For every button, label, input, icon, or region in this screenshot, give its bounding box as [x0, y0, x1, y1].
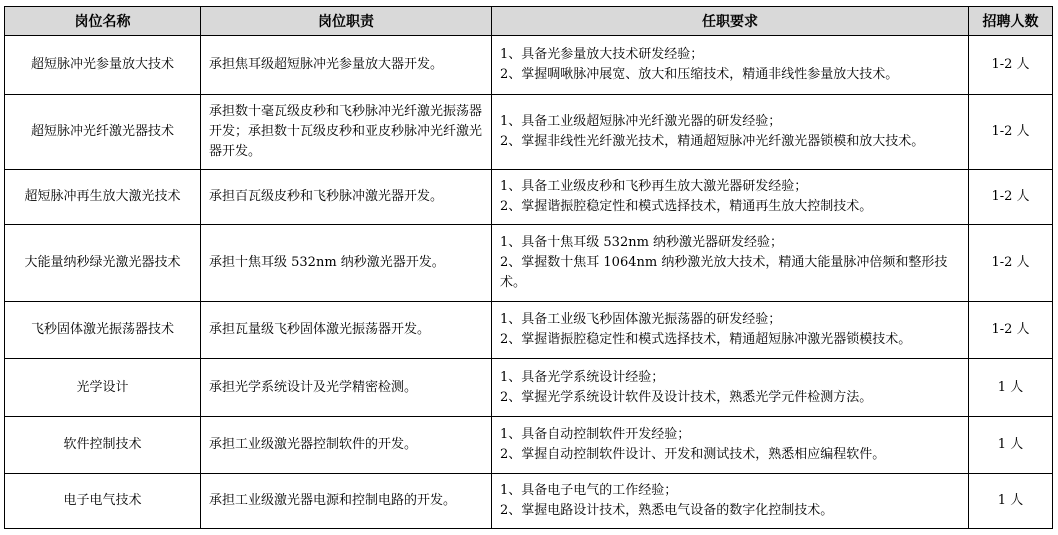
table-row — [5, 302, 1053, 359]
headcount: 1-2 人 — [969, 170, 1053, 225]
position-requirements — [492, 36, 969, 95]
position-requirements — [492, 302, 969, 359]
position-requirements — [492, 95, 969, 170]
position-duty: 承担数十毫瓦级皮秒和飞秒脉冲光纤激光振荡器开发；承担数十瓦级皮秒和亚皮秒脉冲光纤激光器开发。 — [201, 95, 492, 170]
headcount: 1-2 人 — [969, 225, 1053, 302]
requirement-line: 1、具备自动控制软件开发经验； — [500, 427, 691, 442]
table-row — [5, 95, 1053, 170]
requirement-line: 1、具备工业级皮秒和飞秒再生放大激光器研发经验； — [500, 179, 808, 194]
requirement-line: 2、掌握光学系统设计软件及设计技术，熟悉光学元件检测方法。 — [500, 389, 873, 405]
position-requirements — [492, 225, 969, 302]
position-name: 飞秒固体激光振荡器技术 — [5, 302, 201, 359]
position-duty: 承担十焦耳级 532nm 纳秒激光器开发。 — [201, 225, 492, 302]
position-duty: 承担焦耳级超短脉冲光参量放大器开发。 — [201, 36, 492, 95]
position-duty: 承担瓦量级飞秒固体激光振荡器开发。 — [201, 302, 492, 359]
requirement-line: 1、具备光学系统设计经验； — [500, 369, 665, 385]
position-name: 大能量纳秒绿光激光器技术 — [5, 225, 201, 302]
headcount: 1 人 — [969, 359, 1053, 417]
position-name: 超短脉冲光参量放大技术 — [5, 36, 201, 95]
table-row — [5, 474, 1053, 529]
headcount: 1-2 人 — [969, 302, 1053, 359]
headcount: 1 人 — [969, 474, 1053, 529]
position-duty: 承担工业级激光器控制软件的开发。 — [201, 417, 492, 474]
table-row — [5, 170, 1053, 225]
position-requirements — [492, 474, 969, 529]
table-header-row — [5, 7, 1053, 36]
position-requirements — [492, 359, 969, 417]
header-requirements: 任职要求 — [492, 7, 969, 36]
headcount: 1-2 人 — [969, 95, 1053, 170]
requirement-line: 1、具备工业级超短脉冲光纤激光器的研发经验； — [500, 114, 782, 129]
requirement-line: 2、掌握啁啾脉冲展宽、放大和压缩技术，精通非线性参量放大技术。 — [500, 67, 899, 82]
recruitment-table — [4, 6, 1053, 529]
recruitment-table-container — [4, 6, 1053, 529]
table-row — [5, 417, 1053, 474]
requirement-line: 1、具备工业级飞秒固体激光振荡器的研发经验； — [500, 312, 782, 327]
position-requirements — [492, 170, 969, 225]
position-duty: 承担光学系统设计及光学精密检测。 — [201, 359, 492, 417]
position-duty: 承担百瓦级皮秒和飞秒脉冲激光器开发。 — [201, 170, 492, 225]
headcount: 1-2 人 — [969, 36, 1053, 95]
requirement-line: 1、具备十焦耳级 532nm 纳秒激光器研发经验； — [500, 235, 784, 250]
position-requirements — [492, 417, 969, 474]
requirement-line: 2、掌握谐振腔稳定性和模式选择技术，精通再生放大控制技术。 — [500, 199, 873, 214]
position-name: 光学设计 — [5, 359, 201, 417]
requirement-line: 1、具备光参量放大技术研发经验； — [500, 47, 704, 62]
header-position-name: 岗位名称 — [5, 7, 201, 36]
requirement-line: 2、掌握非线性光纤激光技术，精通超短脉冲光纤激光器锁模和放大技术。 — [500, 134, 925, 149]
header-position-duty: 岗位职责 — [201, 7, 492, 36]
table-row — [5, 36, 1053, 95]
headcount: 1 人 — [969, 417, 1053, 474]
requirement-line: 2、掌握谐振腔稳定性和模式选择技术，精通超短脉冲激光器锁模技术。 — [500, 332, 912, 347]
requirement-line: 2、掌握数十焦耳 1064nm 纳秒激光放大技术，精通大能量脉冲倍频和整形技术。 — [500, 255, 948, 290]
header-headcount: 招聘人数 — [969, 7, 1053, 36]
position-name: 电子电气技术 — [5, 474, 201, 529]
position-name: 超短脉冲光纤激光器技术 — [5, 95, 201, 170]
requirement-line: 2、掌握电路设计技术，熟悉电气设备的数字化控制技术。 — [500, 503, 834, 518]
table-row — [5, 225, 1053, 302]
requirement-line: 2、掌握自动控制软件设计、开发和测试技术，熟悉相应编程软件。 — [500, 447, 886, 462]
position-duty: 承担工业级激光器电源和控制电路的开发。 — [201, 474, 492, 529]
position-name: 软件控制技术 — [5, 417, 201, 474]
requirement-line: 1、具备电子电气的工作经验； — [500, 483, 678, 498]
position-name: 超短脉冲再生放大激光技术 — [5, 170, 201, 225]
table-row — [5, 359, 1053, 417]
